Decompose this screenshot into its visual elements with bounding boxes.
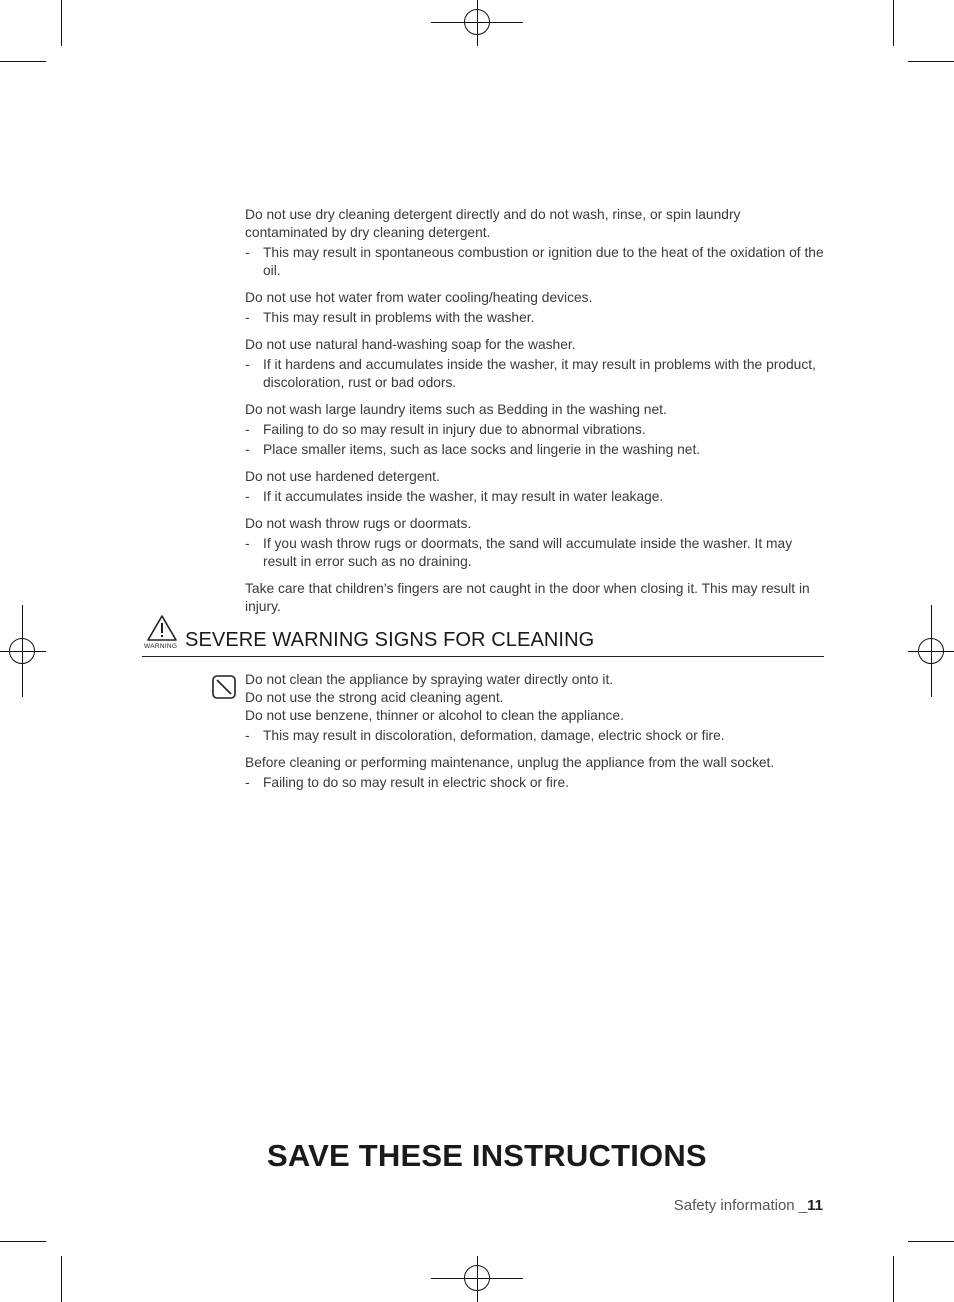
safety-item bbox=[245, 754, 825, 792]
warning-heading-row bbox=[142, 614, 824, 657]
footer-section-label: Safety information _ bbox=[673, 1197, 808, 1214]
safety-item bbox=[245, 206, 825, 280]
warning-triangle-icon bbox=[142, 614, 182, 652]
safety-item-main: Do not use hot water from water cooling/heating devices. bbox=[245, 290, 593, 305]
page-footer bbox=[674, 1197, 823, 1214]
safety-item-main: Do not wash large laundry items such as Bedding in the washing net. bbox=[245, 402, 667, 417]
safety-item bbox=[245, 671, 825, 745]
safety-item bbox=[245, 468, 825, 506]
cleaning-line: Do not use the strong acid cleaning agent. bbox=[245, 690, 504, 705]
safety-item-sub: - Place smaller items, such as lace socks and lingerie in the washing net. bbox=[245, 442, 701, 457]
safety-item-main: Do not use natural hand-washing soap for the washer. bbox=[245, 337, 576, 352]
safety-list bbox=[245, 206, 825, 625]
cleaning-list bbox=[245, 671, 825, 801]
safety-item-sub: - If it accumulates inside the washer, it may result in water leakage. bbox=[245, 489, 664, 504]
prohibition-icon bbox=[212, 675, 236, 699]
save-instructions-title: SAVE THESE INSTRUCTIONS bbox=[267, 1138, 707, 1173]
cleaning-line: Do not clean the appliance by spraying water directly onto it. bbox=[245, 672, 614, 687]
safety-item-sub: - Failing to do so may result in injury due to abnormal vibrations. bbox=[245, 422, 646, 437]
safety-item-main: Take care that children’s fingers are not caught in the door when closing it. This may result in injury. bbox=[245, 581, 810, 614]
safety-item-main: Do not use dry cleaning detergent directly and do not wash, rinse, or spin laundry contaminated by dry cleaning detergent. bbox=[245, 207, 741, 240]
warning-label: WARNING bbox=[144, 643, 178, 650]
safety-item-main: Before cleaning or performing maintenance, unplug the appliance from the wall socket. bbox=[245, 755, 775, 770]
safety-item bbox=[245, 336, 825, 392]
safety-item-sub: - If you wash throw rugs or doormats, the sand will accumulate inside the washer. It may result in error such as no draining. bbox=[245, 536, 793, 569]
safety-item-sub: - This may result in problems with the washer. bbox=[245, 310, 535, 325]
safety-item-sub: - This may result in spontaneous combustion or ignition due to the heat of the oxidation of the oil. bbox=[245, 245, 824, 278]
safety-item bbox=[245, 580, 825, 616]
section-heading: SEVERE WARNING SIGNS FOR CLEANING bbox=[185, 629, 595, 651]
safety-item-sub: - If it hardens and accumulates inside the washer, it may result in problems with the product, discoloration, rust or bad odors. bbox=[245, 357, 816, 390]
page-number: 11 bbox=[807, 1197, 823, 1214]
safety-item bbox=[245, 289, 825, 327]
cleaning-line: Do not use benzene, thinner or alcohol to clean the appliance. bbox=[245, 708, 624, 723]
safety-item-main: Do not wash throw rugs or doormats. bbox=[245, 516, 472, 531]
safety-item-sub: - This may result in discoloration, deformation, damage, electric shock or fire. bbox=[245, 728, 725, 743]
safety-item-sub: - Failing to do so may result in electric shock or fire. bbox=[245, 775, 569, 790]
safety-item bbox=[245, 515, 825, 571]
safety-item-main: Do not use hardened detergent. bbox=[245, 469, 440, 484]
safety-item bbox=[245, 401, 825, 459]
